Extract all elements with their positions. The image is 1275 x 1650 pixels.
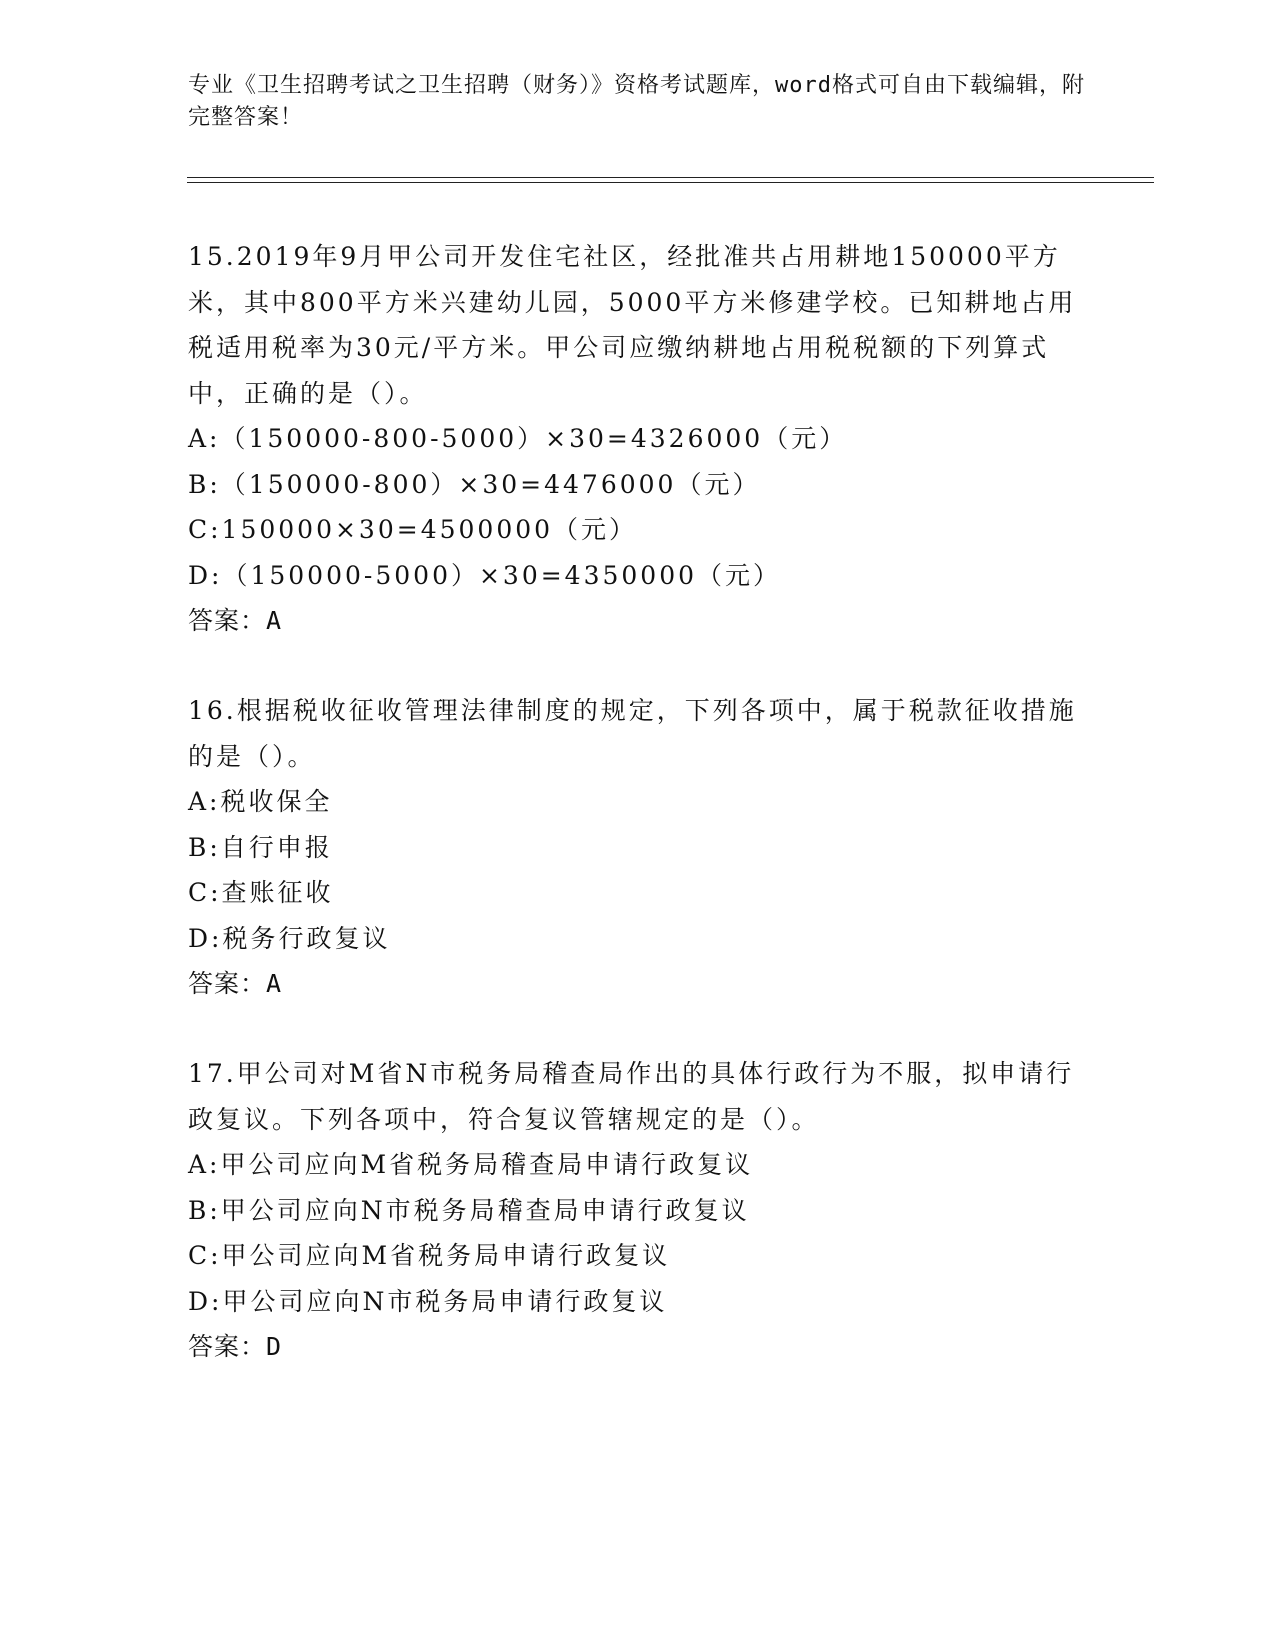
option-a: A:（150000-800-5000）×30=4326000（元） — [188, 424, 848, 453]
question-stem: 16.根据税收征收管理法律制度的规定，下列各项中，属于税款征收措施的是（）。 — [188, 696, 1077, 771]
question-stem: 17.甲公司对M省N市税务局稽查局作出的具体行政行为不服，拟申请行政复议。下列各项中，符合复议管辖规定的是（）。 — [188, 1059, 1075, 1134]
option-d: D:（150000-5000）×30=4350000（元） — [188, 560, 782, 590]
header-divider — [187, 177, 1154, 183]
question-block — [188, 1051, 1088, 1370]
option-d: D:甲公司应向N市税务局申请行政复议 — [188, 1286, 668, 1316]
question-block — [188, 688, 1088, 1007]
document-header-text: 专业《卫生招聘考试之卫生招聘（财务）》资格考试题库，word格式可自由下载编辑，附完整答案！ — [188, 73, 1085, 130]
option-c: C:甲公司应向M省税务局申请行政复议 — [188, 1241, 671, 1270]
option-c: C:150000×30=4500000（元） — [188, 515, 638, 544]
option-b: B:甲公司应向N市税务局稽查局申请行政复议 — [188, 1195, 750, 1225]
option-c: C:查账征收 — [188, 878, 334, 907]
option-d: D:税务行政复议 — [188, 923, 391, 953]
option-a: A:甲公司应向M省税务局稽查局申请行政复议 — [188, 1150, 754, 1179]
question-stem: 15.2019年9月甲公司开发住宅社区，经批准共占用耕地150000平方米，其中800平方米兴建幼儿园，5000平方米修建学校。已知耕地占用税适用税率为30元/平方米。甲公司应缴纳耕地占用税税额的下列算式中，正确的是（）。 — [188, 242, 1077, 408]
question-block — [188, 234, 1088, 644]
option-a: A:税收保全 — [188, 787, 333, 816]
answer-line: 答案：D — [188, 1332, 283, 1361]
option-b: B:（150000-800）×30=4476000（元） — [188, 469, 761, 499]
answer-line: 答案：A — [188, 969, 283, 998]
answer-line: 答案：A — [188, 606, 283, 635]
option-b: B:自行申报 — [188, 832, 333, 862]
